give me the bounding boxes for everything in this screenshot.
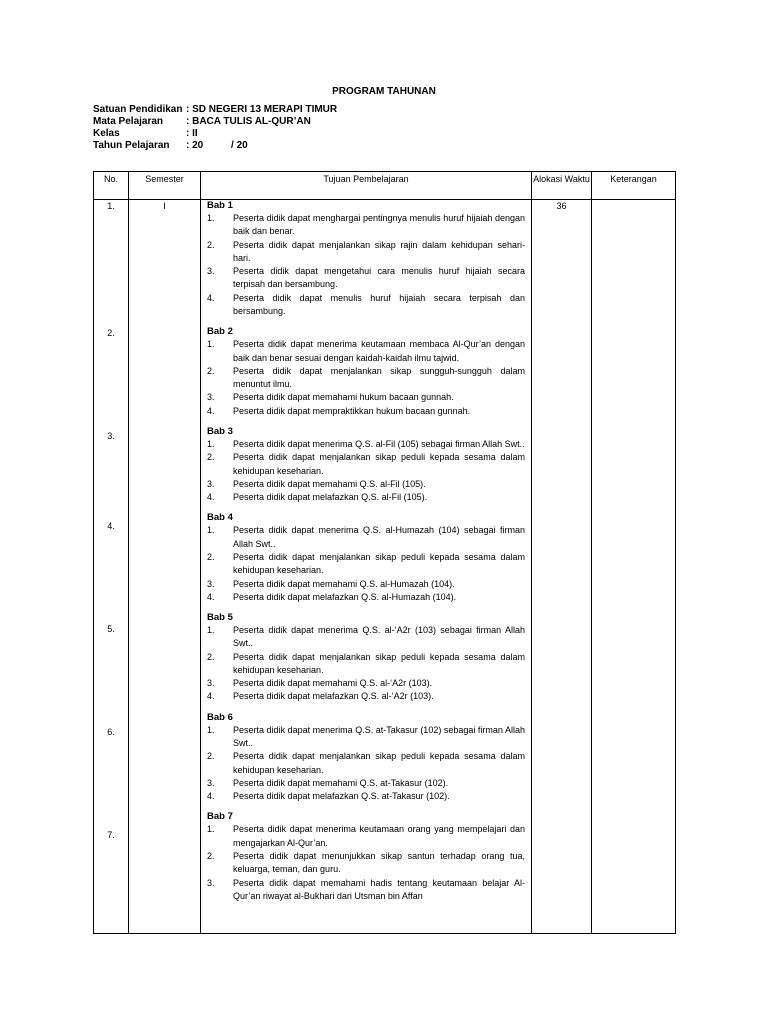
item-text: Peserta didik dapat menjalankan sikap rajin dalam kehidupan sehari-hari. — [233, 239, 525, 263]
list-item — [207, 491, 525, 504]
meta-label: Kelas — [93, 128, 120, 139]
meta-value: : BACA TULIS AL-QUR’AN — [186, 116, 311, 127]
bab-block — [207, 512, 525, 604]
item-number: 4. — [207, 691, 215, 702]
item-number: 4. — [207, 405, 215, 416]
keterangan-cell — [592, 200, 676, 934]
number-cell — [94, 200, 129, 934]
item-text: Peserta didik dapat memahami Q.S. al-‘A2r (103). — [233, 678, 433, 689]
bab-title: Bab 2 — [207, 326, 233, 338]
item-number: 3. — [207, 678, 215, 689]
item-number: 2. — [207, 239, 215, 250]
item-text: Peserta didik dapat mengetahui cara menulis huruf hijaiah secara terpisah dan bersambung. — [233, 266, 525, 290]
item-text: Peserta didik dapat melafazkan Q.S. al-‘A2r (103). — [233, 691, 434, 702]
meta-value: : 20 / 20 — [186, 140, 248, 151]
item-text: Peserta didik dapat memahami Q.S. al-Fil (105). — [233, 478, 426, 489]
item-number: 3. — [207, 777, 215, 788]
identity-block — [93, 104, 337, 152]
list-item — [207, 790, 525, 803]
item-text: Peserta didik dapat menerima Q.S. al-Fil (105) sebagai firman Allah Swt.. — [233, 438, 525, 449]
item-text: Peserta didik dapat memahami hadis tentang keutamaan belajar Al-Qur’an riwayat al-Bukhari dari Utsman bin Affan — [233, 877, 525, 901]
list-item — [207, 591, 525, 604]
list-item — [207, 677, 525, 690]
bab-title: Bab 1 — [207, 200, 233, 211]
item-text: Peserta didik dapat menerima keutamaan orang yang mempelajari dan mengajarkan Al-Qur’an. — [233, 824, 525, 848]
item-number: 2. — [207, 850, 215, 861]
bab-block — [207, 426, 525, 504]
header-semester: Semester — [129, 172, 201, 200]
list-item — [207, 405, 525, 418]
list-item — [207, 877, 525, 904]
list-item — [207, 365, 525, 392]
item-text: Peserta didik dapat menulis huruf hijaiah secara terpisah dan bersambung. — [233, 292, 525, 317]
item-number: 1. — [207, 824, 215, 835]
list-item — [207, 212, 525, 239]
item-number: 4. — [207, 492, 215, 503]
list-item — [207, 551, 525, 578]
header-keterangan: Keterangan — [592, 172, 676, 200]
item-text: Peserta didik dapat melafazkan Q.S. at-Takasur (102). — [233, 791, 450, 802]
bab-block — [207, 811, 525, 903]
list-item — [207, 265, 525, 292]
bab-block — [207, 612, 525, 704]
item-number: 2. — [207, 365, 215, 376]
meta-label: Satuan Pendidikan — [93, 104, 183, 115]
item-number: 4. — [207, 591, 215, 602]
item-text: Peserta didik dapat menghargai pentingnya menulis huruf hijaiah dengan baik dan benar. — [233, 213, 525, 237]
table-header-row — [94, 172, 676, 200]
list-item — [207, 391, 525, 404]
list-item — [207, 690, 525, 703]
item-text: Peserta didik dapat menjalankan sikap peduli kepada sesama dalam kehidupan keseharian. — [233, 751, 525, 775]
list-item — [207, 624, 525, 651]
item-number: 4. — [207, 292, 215, 303]
program-table — [93, 171, 676, 934]
item-text: Peserta didik dapat menjalankan sikap sungguh-sungguh dalam menuntut ilmu. — [233, 365, 525, 390]
item-number: 1. — [207, 525, 215, 536]
item-text: Peserta didik dapat menjalankan sikap peduli kepada sesama dalam kehidupan keseharian. — [233, 651, 525, 675]
bab-title: Bab 4 — [207, 512, 233, 524]
bab-block — [207, 326, 525, 418]
row-number-2: 2. — [107, 328, 115, 338]
item-number: 1. — [207, 724, 215, 735]
item-number: 1. — [207, 624, 215, 635]
list-item — [207, 651, 525, 678]
document-title: PROGRAM TAHUNAN — [332, 86, 436, 97]
item-text: Peserta didik dapat menjalankan sikap peduli kepada sesama dalam kehidupan keseharian. — [233, 551, 525, 576]
row-number-6: 6. — [107, 727, 115, 737]
item-number: 2. — [207, 651, 215, 662]
list-item — [207, 823, 525, 850]
meta-row-kelas — [93, 128, 337, 140]
meta-value: : SD NEGERI 13 MERAPI TIMUR — [186, 104, 338, 115]
item-text: Peserta didik dapat menjalankan sikap peduli kepada sesama dalam kehidupan keseharian. — [233, 452, 525, 476]
item-text: Peserta didik dapat menerima keutamaan membaca Al-Qur’an dengan baik dan benar sesuai dengan kaidah-kaidah ilmu tajwid. — [233, 339, 525, 363]
table-row — [94, 200, 676, 934]
item-number: 3. — [207, 478, 215, 489]
bab-title: Bab 3 — [207, 425, 233, 437]
list-item — [207, 438, 525, 451]
item-text: Peserta didik dapat mempraktikkan hukum bacaan gunnah. — [233, 405, 471, 416]
list-item — [207, 524, 525, 551]
list-item — [207, 578, 525, 591]
item-number: 2. — [207, 751, 215, 762]
bab-title: Bab 5 — [207, 611, 233, 623]
list-item — [207, 451, 525, 478]
list-item — [207, 724, 525, 751]
semester-cell: I — [129, 200, 201, 934]
alokasi-cell: 36 — [532, 200, 592, 934]
item-text: Peserta didik dapat memahami hukum bacaan gunnah. — [233, 392, 454, 403]
row-number-5: 5. — [107, 624, 115, 634]
bab-title: Bab 6 — [207, 711, 233, 723]
item-number: 1. — [207, 339, 215, 350]
item-text: Peserta didik dapat menerima Q.S. at-Takasur (102) sebagai firman Allah Swt.. — [233, 724, 525, 748]
meta-label: Tahun Pelajaran — [93, 140, 170, 151]
item-number: 1. — [207, 438, 215, 449]
item-text: Peserta didik dapat memahami Q.S. al-Humazah (104). — [233, 578, 455, 589]
meta-row-satuan — [93, 104, 337, 116]
list-item — [207, 239, 525, 266]
item-number: 4. — [207, 791, 215, 802]
meta-row-mapel — [93, 116, 337, 128]
item-text: Peserta didik dapat menunjukkan sikap santun terhadap orang tua, keluarga, teman, dan guru. — [233, 850, 525, 875]
item-text: Peserta didik dapat menerima Q.S. al-Humazah (104) sebagai firman Allah Swt.. — [233, 525, 525, 549]
item-number: 1. — [207, 213, 215, 223]
item-text: Peserta didik dapat memahami Q.S. at-Takasur (102). — [233, 777, 449, 788]
header-tujuan: Tujuan Pembelajaran — [201, 172, 532, 200]
item-number: 3. — [207, 877, 215, 888]
header-no: No. — [94, 172, 129, 200]
list-item — [207, 850, 525, 877]
header-alokasi: Alokasi Waktu — [532, 172, 592, 200]
item-number: 3. — [207, 266, 215, 277]
meta-label: Mata Pelajaran — [93, 116, 164, 127]
row-number-1: 1. — [107, 201, 115, 211]
item-number: 3. — [207, 578, 215, 589]
list-item — [207, 292, 525, 319]
meta-row-tahun — [93, 140, 337, 152]
row-number-3: 3. — [107, 431, 115, 441]
meta-value: : II — [186, 128, 198, 139]
row-number-4: 4. — [107, 521, 115, 531]
list-item — [207, 777, 525, 790]
item-text: Peserta didik dapat menerima Q.S. al-‘A2r (103) sebagai firman Allah Swt.. — [233, 624, 525, 649]
row-number-7: 7. — [107, 830, 115, 840]
list-item — [207, 478, 525, 491]
bab-title: Bab 7 — [207, 811, 233, 823]
item-text: Peserta didik dapat melafazkan Q.S. al-Fil (105). — [233, 492, 428, 503]
list-item — [207, 750, 525, 777]
tujuan-cell — [201, 200, 532, 934]
bab-block — [207, 200, 525, 318]
list-item — [207, 338, 525, 365]
item-number: 3. — [207, 392, 215, 403]
item-number: 2. — [207, 551, 215, 562]
item-number: 2. — [207, 452, 215, 463]
item-text: Peserta didik dapat melafazkan Q.S. al-Humazah (104). — [233, 591, 457, 602]
bab-block — [207, 712, 525, 804]
